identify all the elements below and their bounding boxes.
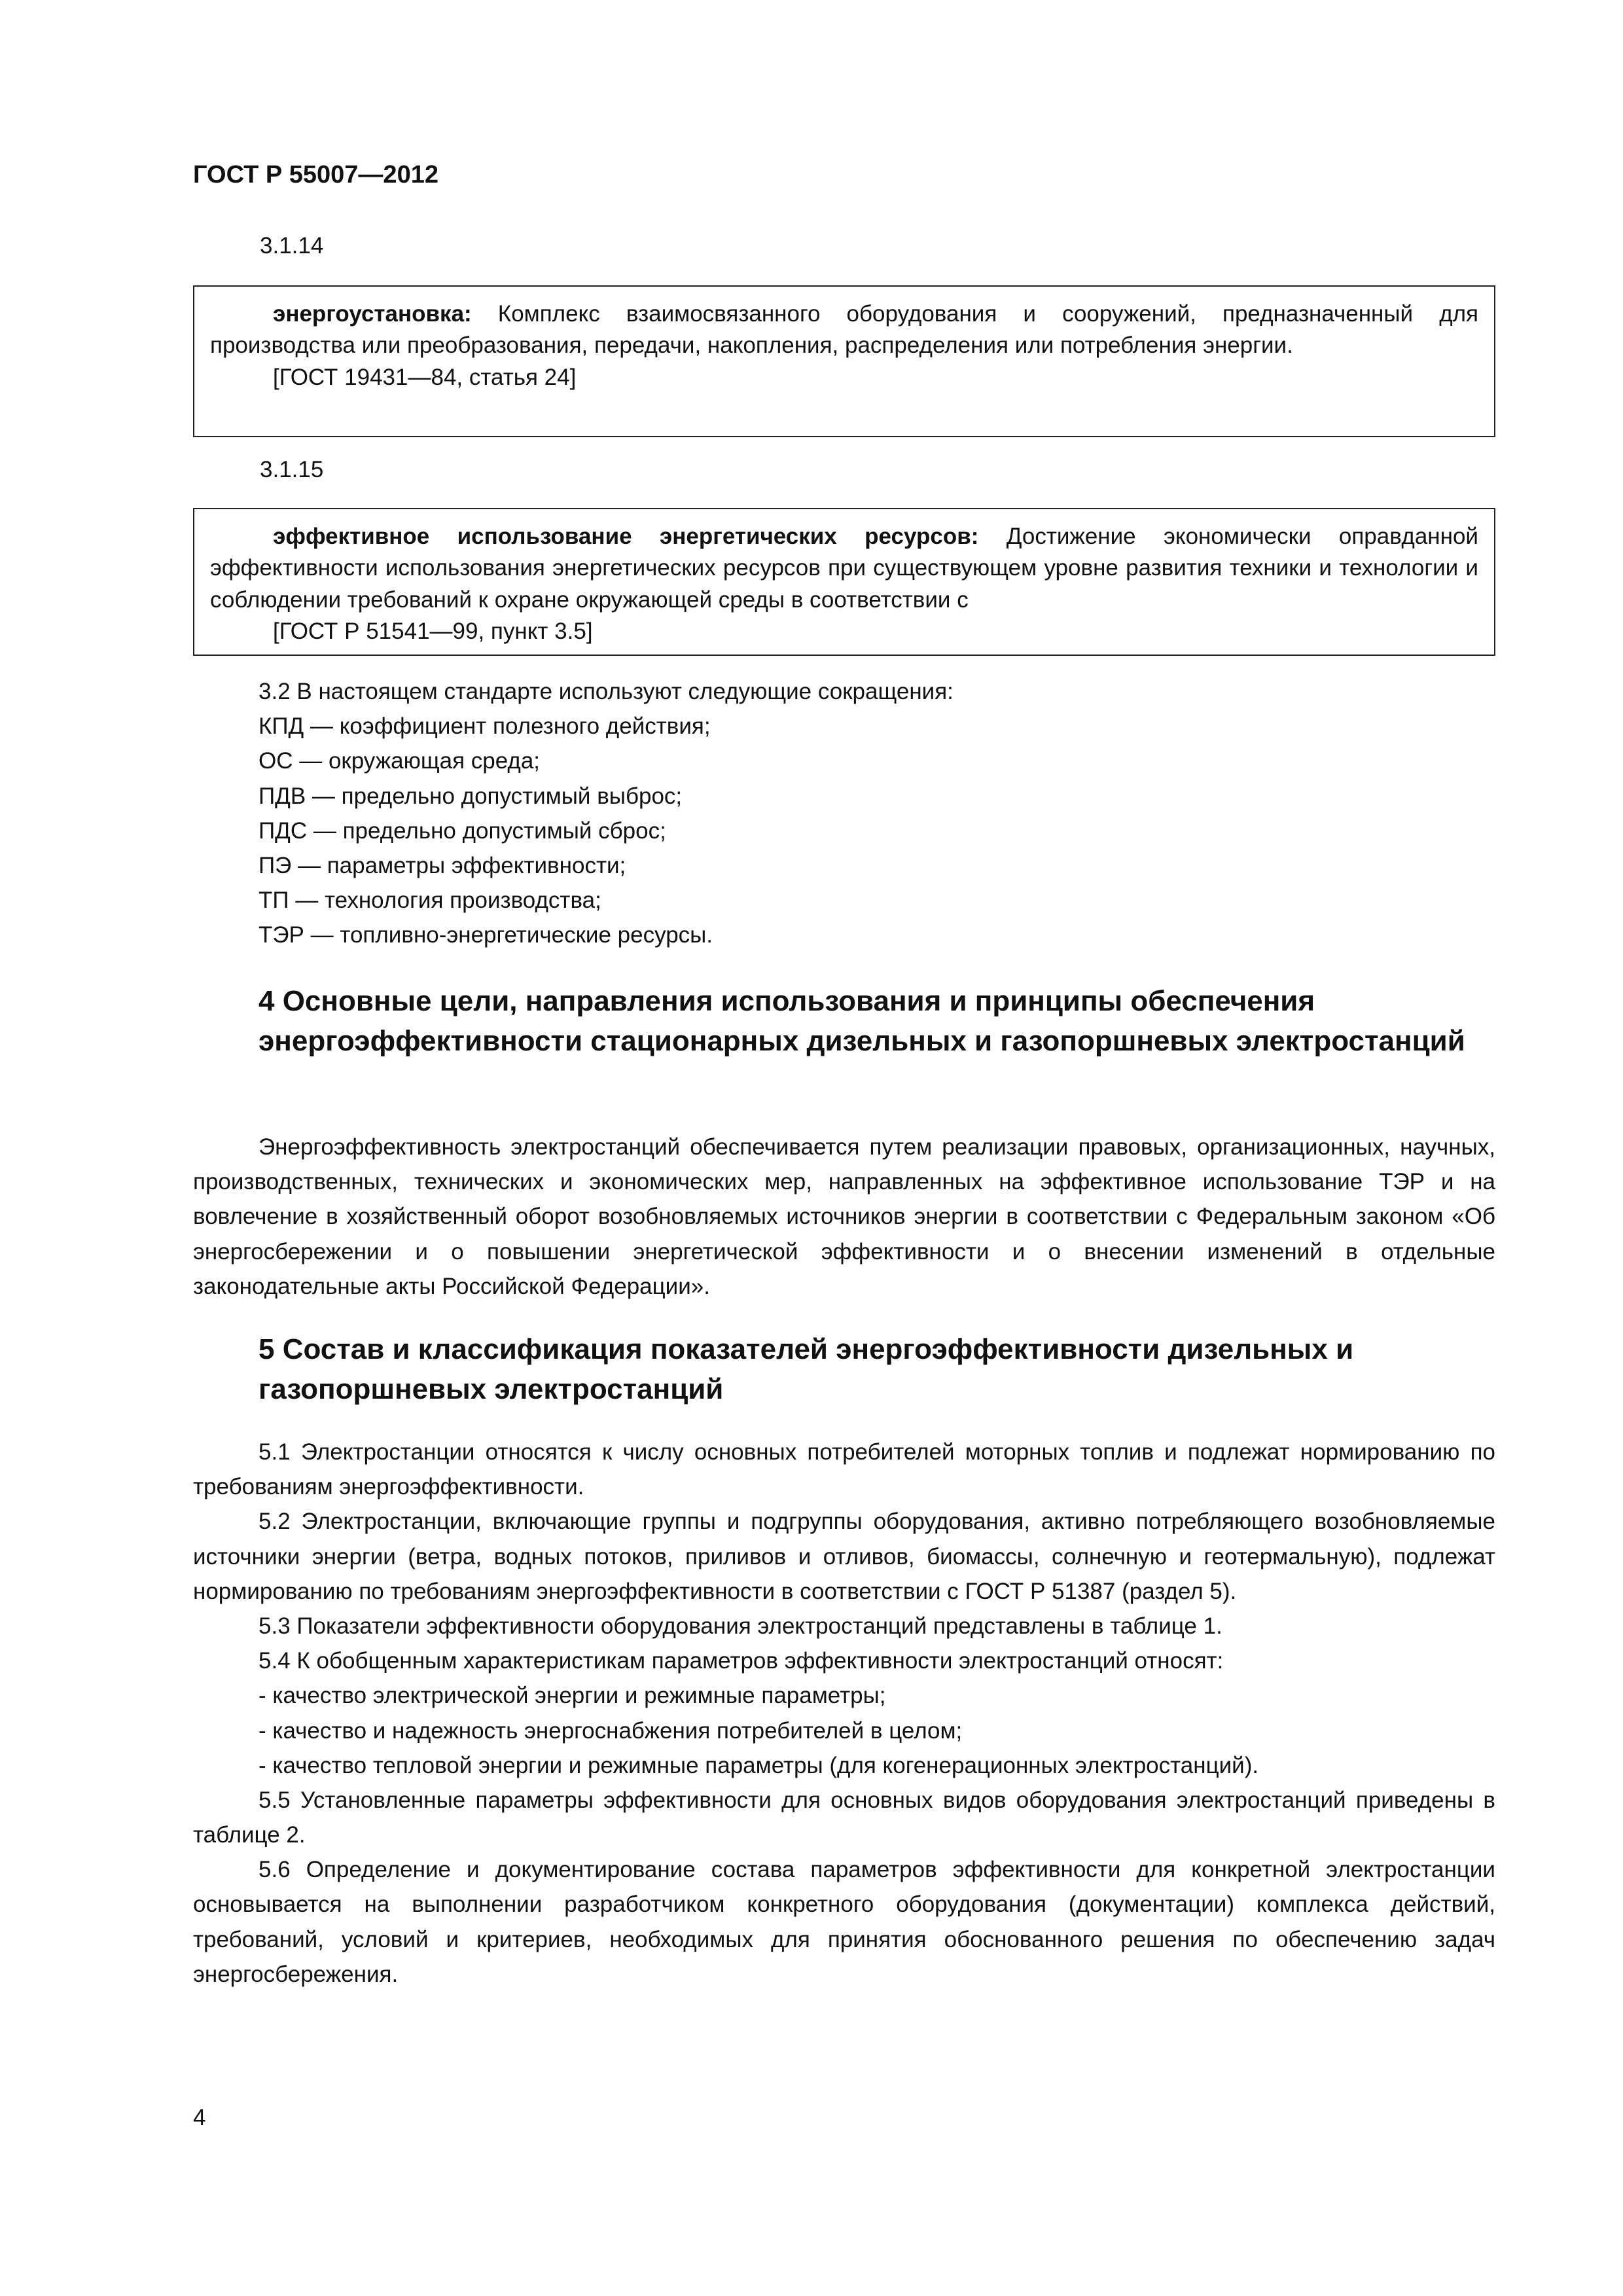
list-item: - качество тепловой энергии и режимные параметры (для когенерационных электростанций).	[259, 1752, 1259, 1778]
abbreviation-item: ОС — окружающая среда;	[259, 748, 541, 774]
term-name: эффективное использование энергетических ресурсов:	[273, 524, 979, 549]
paragraph-5-3: 5.3 Показатели эффективности оборудования электростанций представлены в таблице 1.	[259, 1613, 1222, 1639]
term-reference: [ГОСТ Р 51541—99, пункт 3.5]	[273, 618, 593, 644]
abbreviation-item: ПДВ — предельно допустимый выброс;	[259, 783, 683, 809]
paragraph-5-5: 5.5 Установленные параметры эффективности для основных видов оборудования электростанций приведены в таблице 2.	[193, 1787, 1495, 1848]
paragraph-5-2: 5.2 Электростанции, включающие группы и подгруппы оборудования, активно потребляющего возобновляемые источники энергии (ветра, водных потоков, приливов и отливов, биомассы, солнечную и геотермальную), подлежат нормированию по требованиям энергоэффективности в соответствии с ГОСТ Р 51387 (раздел 5).	[193, 1509, 1495, 1604]
term-text: Достижение экономически оправданной эффективности использования энергетических ресурсов при существующем уровне развития техники и технологии и соблюдении требований к охране окружающей среды в соответствии с	[210, 524, 1478, 613]
section-5-body	[193, 1435, 1495, 1992]
section-4-heading: 4 Основные цели, направления использования и принципы обеспечения энергоэффективности стационарных дизельных и газопоршневых электростанций	[259, 985, 1465, 1057]
abbreviation-item: ТЭР — топливно-энергетические ресурсы.	[259, 922, 713, 948]
clause-number-3-1-15: 3.1.15	[260, 457, 324, 482]
paragraph-5-6: 5.6 Определение и документирование состава параметров эффективности для конкретной электростанции основывается на выполнении разработчиком конкретного оборудования (документации) комплекса действий, требований, условий и критериев, необходимых для принятия обоснованного решения по обеспечению задач энергосбережения.	[193, 1857, 1495, 1987]
list-item: - качество электрической энергии и режимные параметры;	[259, 1683, 886, 1709]
term-definition-3-1-15	[210, 521, 1478, 616]
term-text: Комплекс взаимосвязанного оборудования и сооружений, предназначенный для производства или преобразования, передачи, накопления, распределения или потребления энергии.	[210, 301, 1478, 359]
abbreviation-item: КПД — коэффициент полезного действия;	[259, 713, 711, 740]
abbreviation-item: ТП — технология производства;	[259, 888, 601, 914]
paragraph-5-4: 5.4 К обобщенным характеристикам параметров эффективности электростанций относят:	[259, 1648, 1224, 1674]
section-4-body	[193, 1130, 1495, 1304]
paragraph-5-1: 5.1 Электростанции относятся к числу основных потребителей моторных топлив и подлежат нормированию по требованиям энергоэффективности.	[193, 1439, 1495, 1500]
abbreviations-block	[193, 674, 1495, 953]
abbreviations-intro: 3.2 В настоящем стандарте используют следующие сокращения:	[259, 679, 954, 704]
page-number: 4	[193, 2105, 206, 2130]
term-reference: [ГОСТ 19431—84, статья 24]	[273, 364, 577, 390]
term-box-3-1-15	[193, 508, 1495, 656]
abbreviation-item: ПЭ — параметры эффективности;	[259, 852, 626, 878]
document-number: ГОСТ Р 55007—2012	[193, 161, 438, 188]
section-4-paragraph: Энергоэффективность электростанций обеспечивается путем реализации правовых, организационных, научных, производственных, технических и экономических мер, направленных на эффективное использование ТЭР и на вовлечение в хозяйственный оборот возобновляемых источников энергии в соответствии с Федеральным законом «Об энергосбережении и о повышении энергетической эффективности и о внесении изменений в отдельные законодательные акты Российской Федерации».	[193, 1134, 1495, 1299]
term-box-3-1-14	[193, 285, 1495, 437]
section-5-heading: 5 Состав и классификация показателей энергоэффективности дизельных и газопоршневых электростанций	[259, 1333, 1354, 1405]
term-definition-3-1-14	[210, 298, 1478, 362]
term-name: энергоустановка:	[273, 301, 472, 327]
clause-number-3-1-14: 3.1.14	[260, 233, 324, 259]
list-item: - качество и надежность энергоснабжения потребителей в целом;	[259, 1717, 963, 1744]
abbreviation-item: ПДС — предельно допустимый сброс;	[259, 817, 666, 844]
